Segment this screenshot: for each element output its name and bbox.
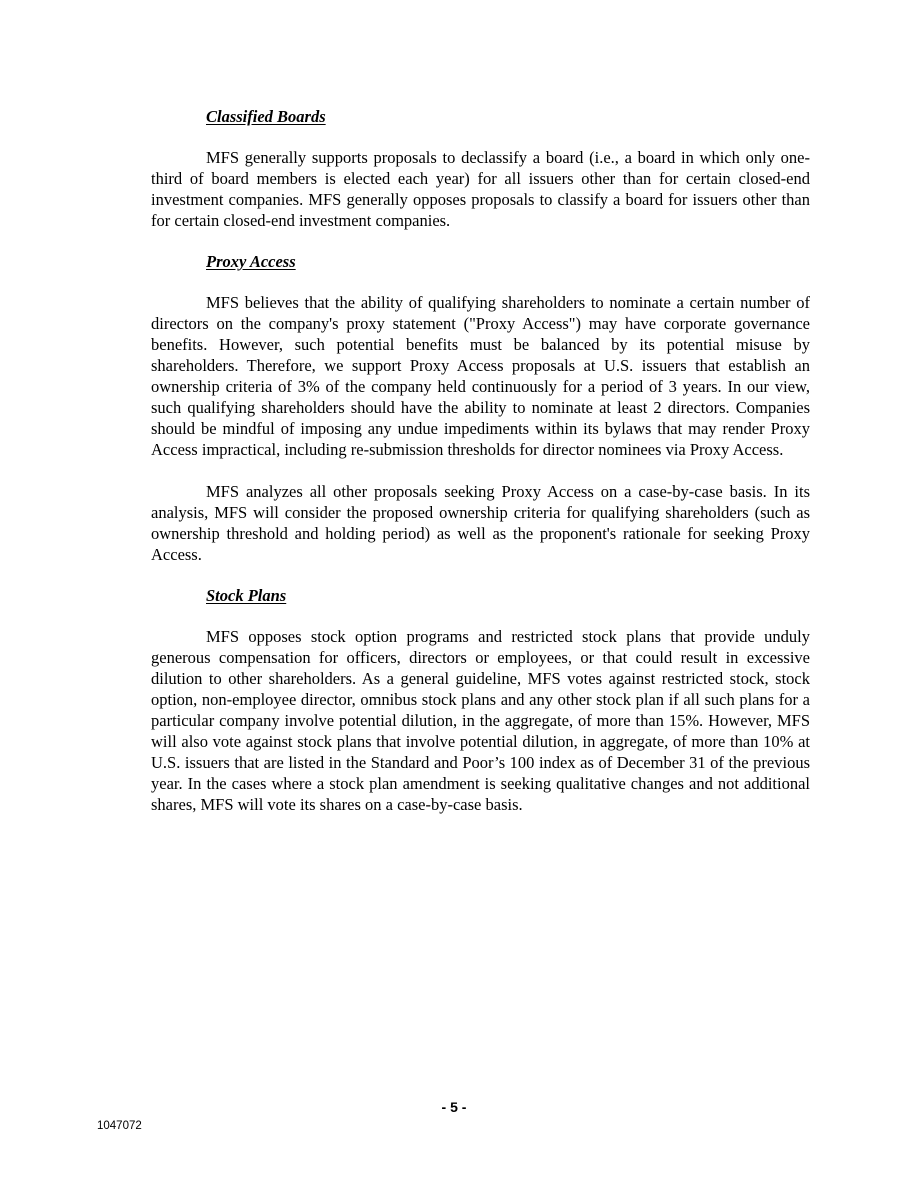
- section-heading-classified-boards: Classified Boards: [206, 107, 326, 126]
- paragraph-proxy-access-1: MFS believes that the ability of qualifying shareholders to nominate a certain number of directors on the company's proxy statement ("Proxy Access") may have corporate governance benefits. However, such potential benefits must be balanced by its potential misuse by shareholders. Therefore, we support Proxy Access proposals at U.S. issuers that establish an ownership criteria of 3% of the company held continuously for a period of 3 years. In our view, such qualifying shareholders should have the ability to nominate at least 2 directors. Companies should be mindful of imposing any undue impediments within its bylaws that may render Proxy Access impractical, including re-submission thresholds for director nominees via Proxy Access.: [151, 293, 810, 459]
- document-body: [151, 106, 810, 815]
- paragraph-classified-boards: MFS generally supports proposals to declassify a board (i.e., a board in which only one-third of board members is elected each year) for all issuers other than for certain closed-end investment companies. MFS generally opposes proposals to classify a board for issuers other than for certain closed-end investment companies.: [151, 148, 810, 230]
- paragraph-stock-plans: MFS opposes stock option programs and restricted stock plans that provide unduly generous compensation for officers, directors or employees, or that could result in excessive dilution to other shareholders. As a general guideline, MFS votes against restricted stock, stock option, non-employee director, omnibus stock plans and any other stock plan if all such plans for a particular company involve potential dilution, in the aggregate, of more than 15%. However, MFS will also vote against stock plans that involve potential dilution, in aggregate, of more than 10% at U.S. issuers that are listed in the Standard and Poor’s 100 index as of December 31 of the previous year. In the cases where a stock plan amendment is seeking qualitative changes and not additional shares, MFS will vote its shares on a case-by-case basis.: [151, 627, 810, 814]
- section-heading-stock-plans: Stock Plans: [206, 586, 287, 605]
- section-heading-proxy-access: Proxy Access: [206, 252, 296, 271]
- paragraph-proxy-access-2: MFS analyzes all other proposals seeking Proxy Access on a case-by-case basis. In its analysis, MFS will consider the proposed ownership criteria for qualifying shareholders (such as ownership threshold and holding period) as well as the proponent's rationale for seeking Proxy Access.: [151, 482, 810, 564]
- document-id: 1047072: [97, 1120, 142, 1132]
- page-number: - 5 -: [441, 1099, 467, 1115]
